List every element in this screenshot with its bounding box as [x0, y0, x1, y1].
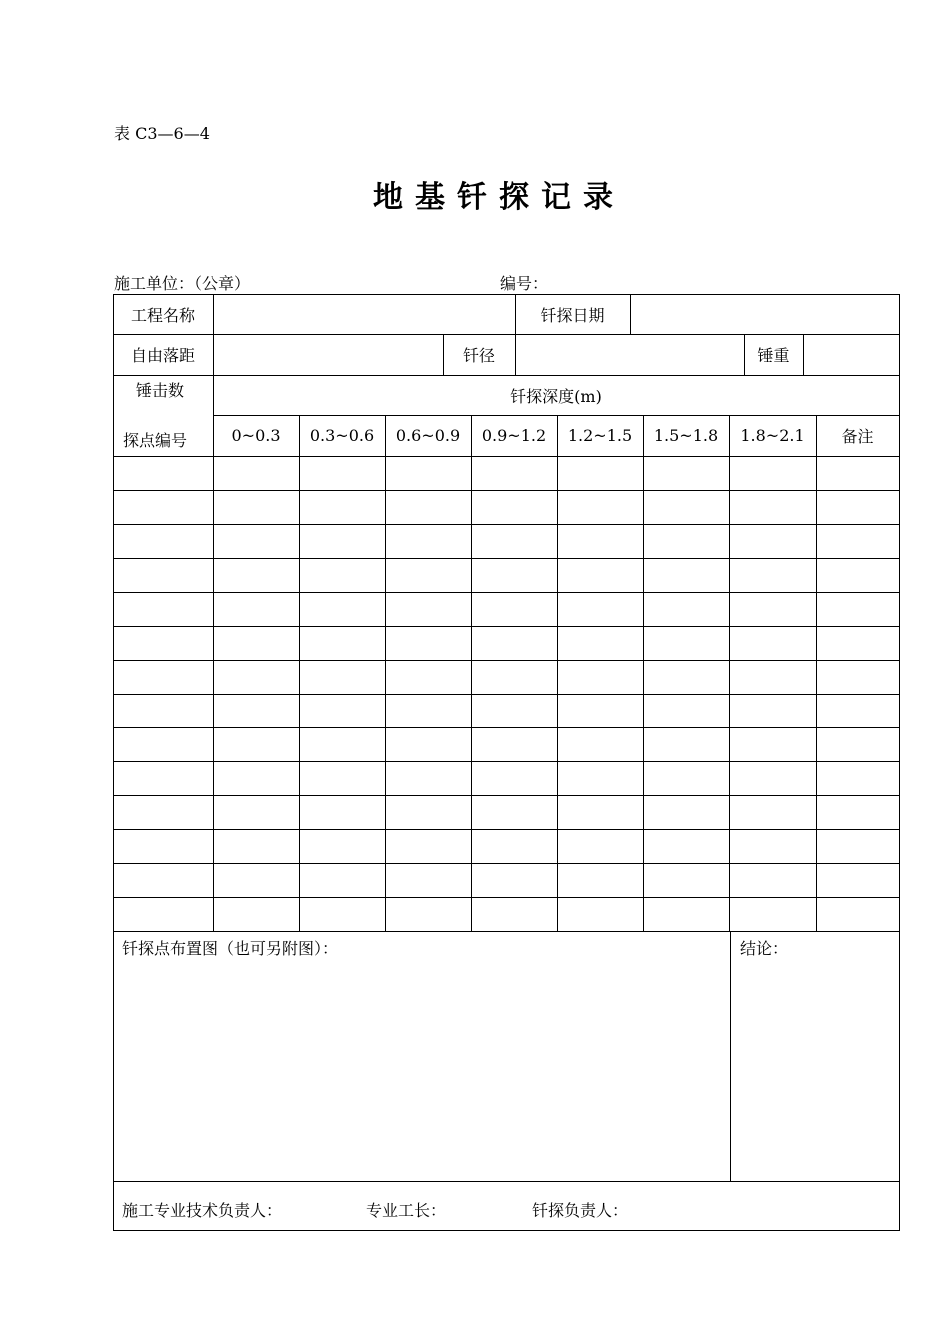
probe-point-cell[interactable]	[114, 898, 213, 931]
blow-count-cell[interactable]	[472, 661, 557, 694]
blow-count-cell[interactable]	[300, 864, 385, 897]
blow-count-cell[interactable]	[300, 457, 385, 490]
blow-count-cell[interactable]	[214, 627, 299, 660]
blow-count-cell[interactable]	[730, 491, 816, 524]
blow-count-cell[interactable]	[817, 898, 899, 931]
blow-count-cell[interactable]	[730, 796, 816, 829]
probe-point-cell[interactable]	[114, 661, 213, 694]
blow-count-cell[interactable]	[644, 830, 729, 863]
blow-count-cell[interactable]	[386, 796, 471, 829]
blow-count-cell[interactable]	[558, 559, 643, 592]
blow-count-cell[interactable]	[386, 457, 471, 490]
blow-count-cell[interactable]	[300, 627, 385, 660]
blow-count-cell[interactable]	[817, 728, 899, 761]
depth-column-header: 0.3~0.6	[309, 426, 375, 445]
blow-count-cell[interactable]	[558, 695, 643, 727]
blow-count-cell[interactable]	[817, 559, 899, 592]
table-rule	[113, 1181, 900, 1182]
blow-count-cell[interactable]	[472, 728, 557, 761]
blow-count-cell[interactable]	[300, 762, 385, 795]
blow-count-cell[interactable]	[558, 830, 643, 863]
blow-count-cell[interactable]	[644, 695, 729, 727]
depth-column-header: 0.6~0.9	[395, 426, 461, 445]
blow-count-cell[interactable]	[386, 864, 471, 897]
blow-count-cell[interactable]	[558, 457, 643, 490]
depth-header: 钎探深度(m)	[510, 386, 602, 406]
blow-count-cell[interactable]	[472, 830, 557, 863]
blow-count-cell[interactable]	[214, 661, 299, 694]
blow-count-cell[interactable]	[214, 457, 299, 490]
blow-count-cell[interactable]	[386, 830, 471, 863]
blow-count-cell[interactable]	[558, 593, 643, 626]
probe-point-cell[interactable]	[114, 830, 213, 863]
blow-count-cell[interactable]	[300, 898, 385, 931]
blow-count-cell[interactable]	[730, 898, 816, 931]
conclusion-area[interactable]	[731, 960, 898, 1180]
blow-count-cell[interactable]	[214, 830, 299, 863]
table-border-right	[899, 294, 900, 1231]
conclusion-label: 结论：	[740, 939, 789, 958]
project-name-label: 工程名称	[130, 305, 195, 325]
blow-count-cell[interactable]	[558, 661, 643, 694]
rod-diameter-field[interactable]	[515, 334, 744, 375]
probe-point-cell[interactable]	[114, 457, 213, 490]
depth-column-header: 1.8~2.1	[740, 426, 805, 445]
blow-count-cell[interactable]	[214, 491, 299, 524]
blow-count-cell[interactable]	[214, 695, 299, 727]
blow-count-cell[interactable]	[558, 898, 643, 931]
blow-count-cell[interactable]	[300, 559, 385, 592]
depth-column-header: 0~0.3	[231, 426, 281, 445]
blow-count-cell[interactable]	[558, 796, 643, 829]
blow-count-cell[interactable]	[386, 593, 471, 626]
blow-count-cell[interactable]	[817, 695, 899, 727]
probe-point-cell[interactable]	[114, 728, 213, 761]
blow-count-cell[interactable]	[730, 864, 816, 897]
depth-column-header: 1.2~1.5	[567, 426, 633, 445]
free-fall-field[interactable]	[213, 334, 443, 375]
probe-point-cell[interactable]	[114, 627, 213, 660]
blow-count-cell[interactable]	[300, 491, 385, 524]
blow-count-cell[interactable]	[472, 898, 557, 931]
blow-count-cell[interactable]	[644, 593, 729, 626]
blow-count-cell[interactable]	[386, 762, 471, 795]
blow-count-cell[interactable]	[472, 864, 557, 897]
blow-count-cell[interactable]	[817, 830, 899, 863]
probe-point-cell[interactable]	[114, 864, 213, 897]
construction-unit-label: 施工单位：（公章）	[114, 274, 251, 293]
blow-count-cell[interactable]	[386, 898, 471, 931]
blow-count-cell[interactable]	[558, 627, 643, 660]
blow-count-cell[interactable]	[730, 661, 816, 694]
blow-count-cell[interactable]	[730, 695, 816, 727]
blow-count-cell[interactable]	[817, 593, 899, 626]
probe-layout-area[interactable]	[114, 960, 729, 1180]
blow-count-cell[interactable]	[644, 491, 729, 524]
blow-count-cell[interactable]	[300, 661, 385, 694]
point-number-label: 探点编号	[123, 431, 188, 450]
blow-count-cell[interactable]	[214, 898, 299, 931]
probe-point-cell[interactable]	[114, 695, 213, 727]
blow-count-cell[interactable]	[214, 728, 299, 761]
blow-count-cell[interactable]	[558, 762, 643, 795]
blow-count-cell[interactable]	[300, 525, 385, 558]
blow-count-cell[interactable]	[644, 762, 729, 795]
tech-lead-signature-label: 施工专业技术负责人：	[122, 1201, 283, 1220]
probe-lead-signature-label: 钎探负责人：	[532, 1201, 629, 1220]
blow-count-cell[interactable]	[730, 559, 816, 592]
probe-point-cell[interactable]	[114, 762, 213, 795]
blow-count-cell[interactable]	[472, 593, 557, 626]
probe-layout-label: 钎探点布置图（也可另附图）：	[122, 939, 339, 958]
probe-point-cell[interactable]	[114, 559, 213, 592]
blow-count-cell[interactable]	[558, 728, 643, 761]
hammer-weight-label: 锤重	[757, 346, 790, 365]
blow-count-cell[interactable]	[214, 525, 299, 558]
probe-point-cell[interactable]	[114, 593, 213, 626]
blow-count-cell[interactable]	[386, 661, 471, 694]
blow-count-cell[interactable]	[644, 627, 729, 660]
blow-count-cell[interactable]	[472, 796, 557, 829]
blow-count-cell[interactable]	[386, 728, 471, 761]
probe-point-cell[interactable]	[114, 796, 213, 829]
hammer-weight-field[interactable]	[803, 334, 899, 375]
blow-count-cell[interactable]	[214, 762, 299, 795]
blow-count-cell[interactable]	[300, 695, 385, 727]
rod-diameter-label: 钎径	[462, 346, 495, 365]
blow-count-cell[interactable]	[386, 627, 471, 660]
blow-count-cell[interactable]	[300, 728, 385, 761]
blow-count-cell[interactable]	[730, 457, 816, 490]
blow-count-cell[interactable]	[472, 627, 557, 660]
blow-count-cell[interactable]	[300, 593, 385, 626]
probe-date-label: 钎探日期	[540, 305, 605, 325]
blow-count-cell[interactable]	[558, 525, 643, 558]
page-title: 地基钎探记录	[373, 180, 625, 215]
depth-column-header: 备注	[841, 427, 874, 446]
blow-count-cell[interactable]	[214, 796, 299, 829]
probe-point-cell[interactable]	[114, 525, 213, 558]
blow-count-cell[interactable]	[730, 627, 816, 660]
blow-count-cell[interactable]	[386, 525, 471, 558]
blow-count-cell[interactable]	[644, 728, 729, 761]
depth-column-header: 1.5~1.8	[653, 426, 719, 445]
blow-count-cell[interactable]	[817, 864, 899, 897]
blow-count-cell[interactable]	[817, 627, 899, 660]
probe-date-field[interactable]	[630, 294, 899, 334]
blow-count-cell[interactable]	[644, 661, 729, 694]
blow-count-cell[interactable]	[644, 457, 729, 490]
blow-count-cell[interactable]	[730, 728, 816, 761]
blow-count-cell[interactable]	[386, 559, 471, 592]
blow-count-cell[interactable]	[730, 830, 816, 863]
blow-count-cell[interactable]	[817, 661, 899, 694]
table-border-bottom	[113, 1230, 900, 1231]
blow-count-cell[interactable]	[817, 796, 899, 829]
blow-count-cell[interactable]	[558, 491, 643, 524]
blow-count-cell[interactable]	[730, 593, 816, 626]
blow-count-cell[interactable]	[214, 864, 299, 897]
blow-count-cell[interactable]	[644, 559, 729, 592]
blow-count-cell[interactable]	[817, 525, 899, 558]
blow-count-cell[interactable]	[386, 491, 471, 524]
depth-column-header: 0.9~1.2	[481, 426, 547, 445]
blow-count-label: 锤击数	[136, 381, 185, 400]
blow-count-cell[interactable]	[214, 559, 299, 592]
blow-count-cell[interactable]	[817, 491, 899, 524]
table-rule	[113, 931, 900, 932]
project-name-field[interactable]	[213, 294, 515, 334]
blow-count-cell[interactable]	[472, 695, 557, 727]
blow-count-cell[interactable]	[472, 559, 557, 592]
blow-count-cell[interactable]	[214, 593, 299, 626]
blow-count-cell[interactable]	[472, 762, 557, 795]
blow-count-cell[interactable]	[730, 525, 816, 558]
form-id: 表 C3—6—4	[114, 124, 210, 143]
free-fall-label: 自由落距	[130, 346, 195, 365]
blow-count-cell[interactable]	[644, 525, 729, 558]
blow-count-cell[interactable]	[644, 864, 729, 897]
blow-count-cell[interactable]	[386, 695, 471, 727]
blow-count-cell[interactable]	[644, 898, 729, 931]
blow-count-cell[interactable]	[730, 762, 816, 795]
blow-count-cell[interactable]	[472, 525, 557, 558]
blow-count-cell[interactable]	[817, 457, 899, 490]
blow-count-cell[interactable]	[472, 491, 557, 524]
blow-count-cell[interactable]	[300, 830, 385, 863]
foreman-signature-label: 专业工长：	[366, 1201, 447, 1220]
blow-count-cell[interactable]	[558, 864, 643, 897]
record-number-label: 编号：	[500, 274, 549, 293]
probe-point-cell[interactable]	[114, 491, 213, 524]
blow-count-cell[interactable]	[817, 762, 899, 795]
blow-count-cell[interactable]	[472, 457, 557, 490]
blow-count-cell[interactable]	[644, 796, 729, 829]
blow-count-cell[interactable]	[300, 796, 385, 829]
